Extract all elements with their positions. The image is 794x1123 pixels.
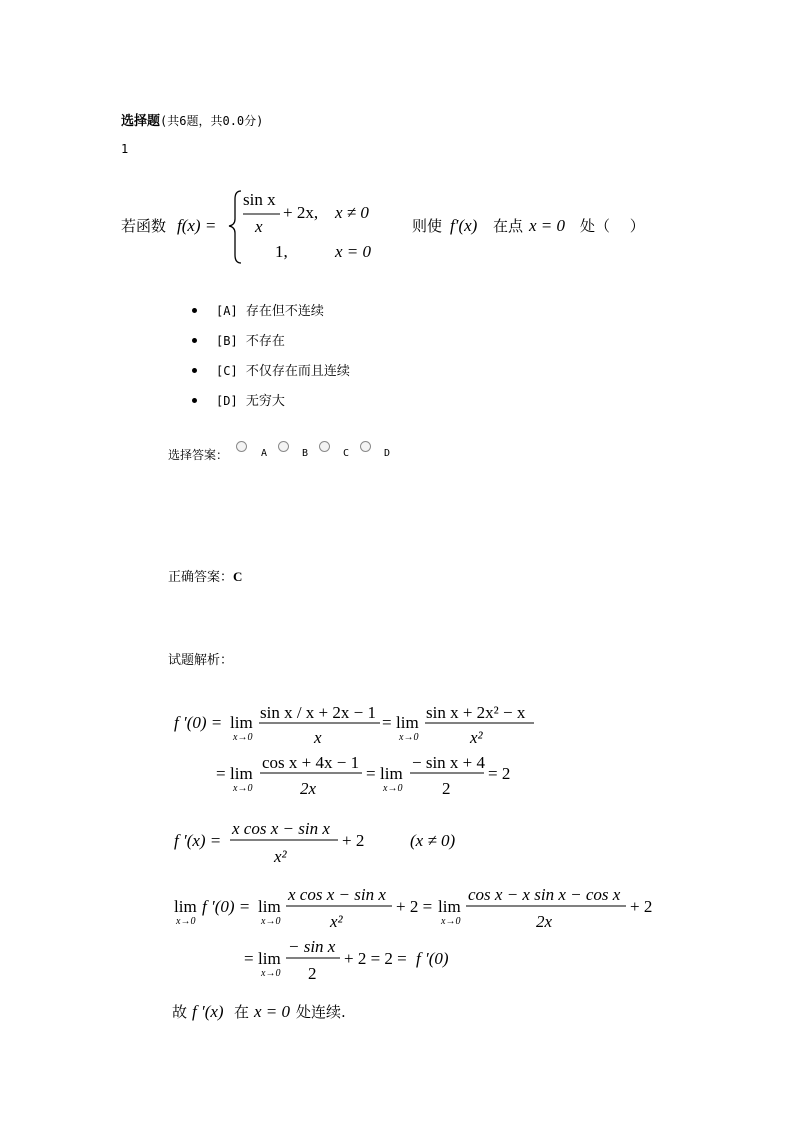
bullet-icon — [192, 368, 197, 373]
case1-tail: + 2x, — [283, 203, 319, 222]
option-c — [216, 360, 350, 379]
eq2-f1-den: 2x — [300, 779, 317, 798]
eq4-tail: + 2 — [630, 897, 653, 916]
lim: lim — [396, 713, 419, 732]
question-statement — [115, 185, 655, 267]
derivation-eq4 — [170, 882, 670, 987]
lim: lim — [380, 764, 403, 783]
bullet-icon — [192, 308, 197, 313]
question-prefix: 若函数 — [121, 217, 167, 235]
case1-numerator: sin x — [243, 190, 276, 209]
radio-d-label: D — [384, 448, 391, 459]
radio-c-label: C — [343, 448, 350, 459]
eq5-num: − sin x — [288, 937, 336, 956]
conclusion-fprime: f ′(x) — [192, 1002, 224, 1021]
lim: lim — [258, 949, 281, 968]
eq4-f2-num: cos x − x sin x − cos x — [468, 885, 621, 904]
bullet-icon — [192, 398, 197, 403]
radio-a-label: A — [261, 448, 268, 459]
eq4-f1-den: x² — [330, 912, 343, 931]
lim-sub: x→0 — [261, 916, 281, 927]
eq3-den: x² — [274, 847, 287, 866]
eq2-f2-den: 2 — [442, 779, 451, 798]
section-header — [121, 110, 263, 129]
option-a-tag: [A] — [216, 304, 238, 318]
question-fprime: f′(x) — [450, 216, 478, 235]
eq2-f2-num: − sin x + 4 — [412, 753, 486, 772]
radio-b[interactable] — [278, 441, 289, 452]
case1-condition: x ≠ 0 — [335, 203, 369, 222]
conclusion-end: 处连续. — [296, 1003, 346, 1021]
eq4-mid: + 2 = — [396, 897, 433, 916]
eq3-num: x cos x − sin x — [232, 819, 330, 838]
eq3-tail: + 2 — [342, 831, 365, 850]
radio-c[interactable] — [319, 441, 330, 452]
eq1-lhs: f ′(0) = — [174, 713, 223, 732]
eq1-f2-num: sin x + 2x² − x — [426, 703, 526, 722]
svg-text:=: = — [366, 764, 376, 783]
derivation-eq3 — [170, 818, 490, 870]
correct-answer-label: 正确答案： — [168, 570, 234, 585]
lim-sub: x→0 — [233, 732, 253, 743]
eq4-f1-num: x cos x − sin x — [288, 885, 386, 904]
eq3-lhs: f ′(x) = — [174, 831, 222, 850]
lim-sub: x→0 — [233, 783, 253, 794]
lim-sub: x→0 — [399, 732, 419, 743]
bullet-icon — [192, 338, 197, 343]
section-title: 选择题 — [121, 114, 161, 129]
derivation-conclusion — [170, 996, 430, 1026]
lim-sub: x→0 — [176, 916, 196, 927]
option-d-text: 无穷大 — [245, 394, 285, 409]
conclusion-mid: 在 — [234, 1003, 250, 1021]
eq3-cond: (x ≠ 0) — [410, 831, 456, 850]
case2-condition: x = 0 — [335, 242, 372, 261]
eq4-f2-den: 2x — [536, 912, 553, 931]
lim: lim — [258, 897, 281, 916]
case2-value: 1, — [275, 242, 288, 261]
question-mid-text2: 在点 — [493, 217, 524, 235]
eq2-tail: = 2 — [488, 764, 511, 783]
question-fx: f(x) = — [177, 216, 217, 235]
lim: lim — [230, 764, 253, 783]
radio-b-label: B — [302, 448, 309, 459]
eq2-f1-num: cos x + 4x − 1 — [262, 753, 360, 772]
eq1-f1-den: x — [314, 728, 322, 747]
lim: lim — [438, 897, 461, 916]
option-b-tag: [B] — [216, 334, 238, 348]
lim-sub: x→0 — [261, 968, 281, 979]
svg-text:=: = — [244, 949, 254, 968]
analysis-label: 试题解析： — [168, 653, 234, 668]
correct-answer-value: C — [233, 569, 243, 584]
lim: lim — [174, 897, 197, 916]
eq5-tail: + 2 = 2 = — [344, 949, 407, 968]
eq4-lhs: f ′(0) = — [202, 897, 251, 916]
option-d-tag: [D] — [216, 394, 238, 408]
section-info: (共6题，共0.0分) — [160, 114, 264, 128]
radio-d[interactable] — [360, 441, 371, 452]
eq5-den: 2 — [308, 964, 317, 983]
option-b-text: 不存在 — [245, 334, 285, 349]
question-number: 1 — [121, 142, 129, 156]
conclusion-prefix: 故 — [172, 1003, 188, 1021]
question-point: x = 0 — [529, 216, 566, 235]
question-suffix: 处（ ） — [580, 217, 645, 235]
lim: lim — [230, 713, 253, 732]
brace-icon — [229, 191, 241, 263]
eq1-f1-num: sin x / x + 2x − 1 — [260, 703, 376, 722]
svg-text:=: = — [216, 764, 226, 783]
svg-text:=: = — [382, 713, 392, 732]
case1-denominator: x — [255, 217, 263, 236]
lim-sub: x→0 — [441, 916, 461, 927]
option-d — [216, 390, 285, 409]
conclusion-point: x = 0 — [254, 1002, 291, 1021]
eq5-end: f ′(0) — [416, 949, 449, 968]
derivation-eq1 — [170, 698, 570, 806]
correct-answer — [168, 566, 242, 585]
option-a-text: 存在但不连续 — [245, 304, 324, 319]
eq1-f2-den: x² — [470, 728, 483, 747]
answer-select-label: 选择答案： — [168, 448, 229, 462]
lim-sub: x→0 — [383, 783, 403, 794]
question-mid-text: 则使 — [412, 217, 443, 235]
option-a — [216, 300, 324, 319]
radio-a[interactable] — [236, 441, 247, 452]
option-c-text: 不仅存在而且连续 — [245, 364, 350, 379]
option-b — [216, 330, 285, 349]
option-c-tag: [C] — [216, 364, 238, 378]
